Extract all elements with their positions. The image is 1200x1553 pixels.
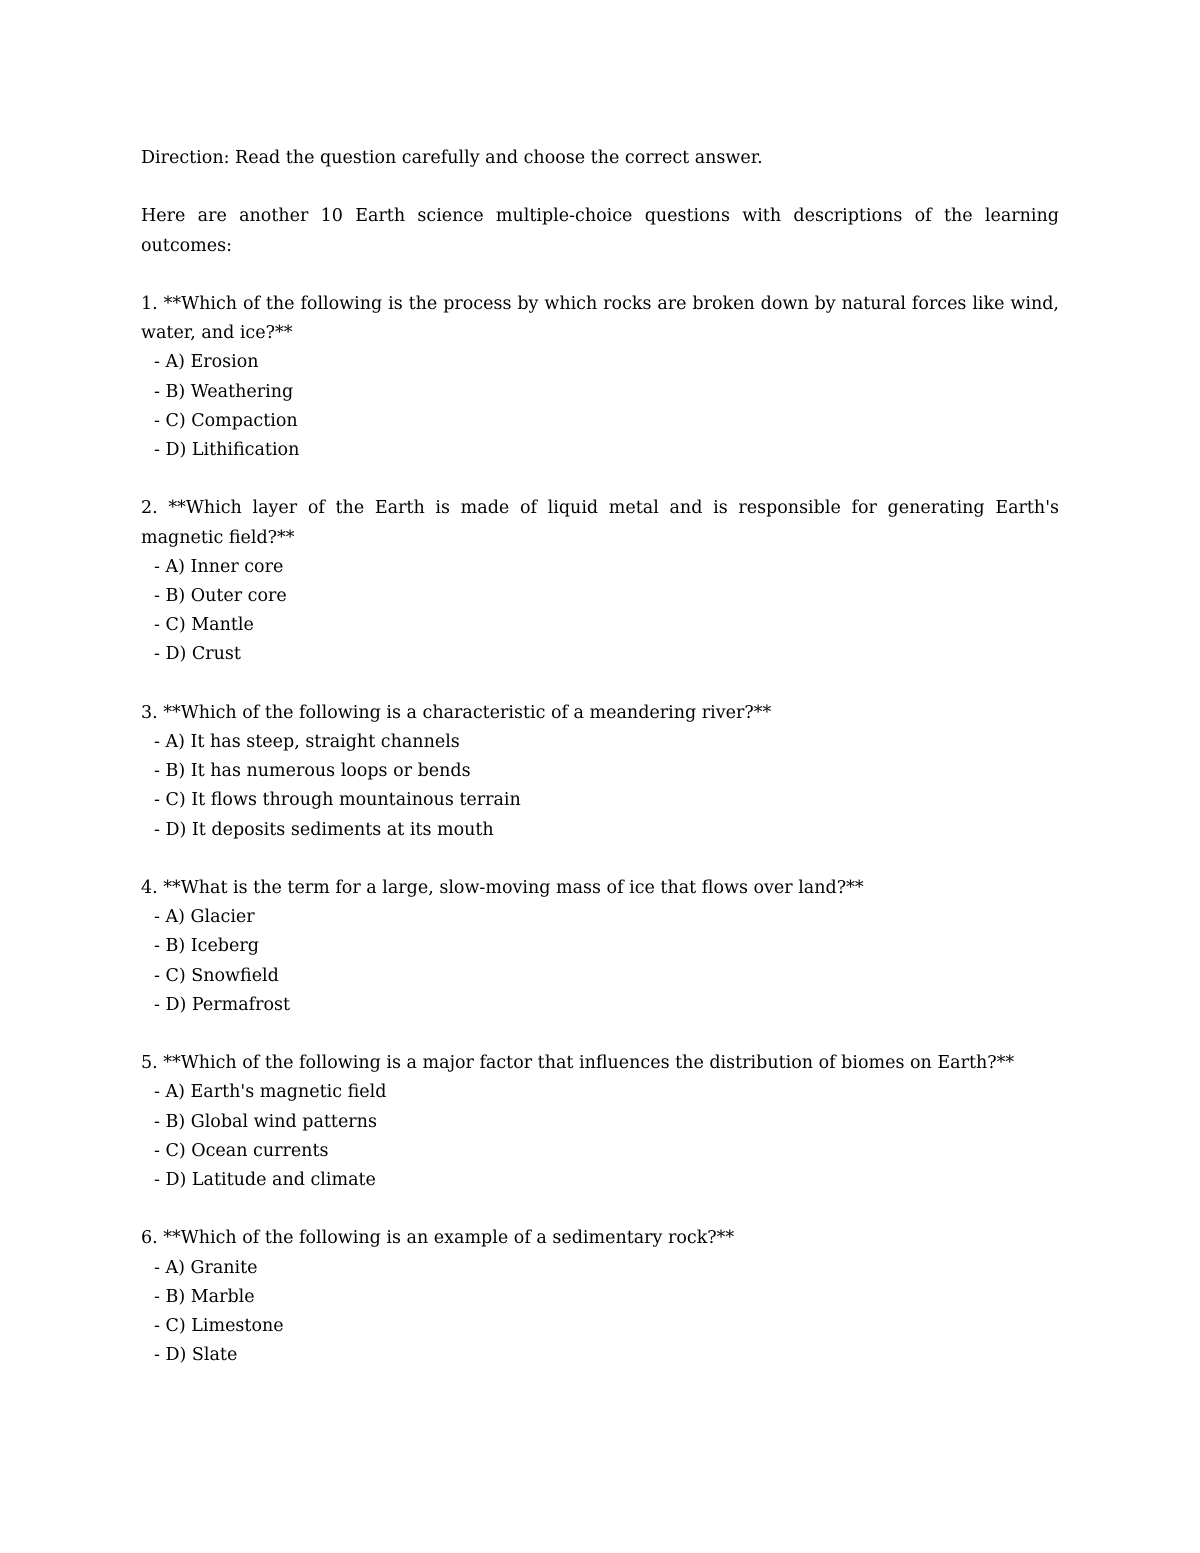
question-4 (141, 874, 1059, 1020)
option-c: - C) Mantle (154, 615, 254, 636)
option-a: - A) Granite (154, 1257, 258, 1278)
option-a: - A) Erosion (154, 352, 259, 373)
spacer (141, 173, 1059, 202)
option-a: - A) Glacier (154, 907, 255, 928)
option-c: - C) Compaction (154, 410, 298, 431)
option-d: - D) Latitude and climate (154, 1170, 376, 1191)
spacer (141, 261, 1059, 290)
question-text: 1. **Which of the following is the process by which rocks are broken down by natural forces like wind, water, and ice?** (141, 293, 1059, 344)
intro-text: Here are another 10 Earth science multiple-choice questions with descriptions of the learning outcomes: (141, 206, 1059, 256)
question-text: 4. **What is the term for a large, slow-moving mass of ice that flows over land?** (141, 878, 864, 898)
option-list (141, 348, 1059, 465)
option-list (141, 728, 1059, 845)
option-d: - D) Slate (154, 1345, 238, 1366)
option-a: - A) Inner core (154, 556, 284, 577)
question-text: 2. **Which layer of the Earth is made of liquid metal and is responsible for generating Earth's magnetic field?** (141, 498, 1059, 548)
question-1 (141, 290, 1059, 465)
question-text: 3. **Which of the following is a characteristic of a meandering river?** (141, 702, 772, 723)
option-d: - D) Lithification (154, 440, 300, 460)
option-list (141, 553, 1059, 670)
option-list (141, 903, 1059, 1020)
option-a: - A) It has steep, straight channels (154, 732, 460, 752)
option-c: - C) It flows through mountainous terrain (154, 790, 521, 811)
option-b: - B) Global wind patterns (154, 1111, 377, 1132)
option-c: - C) Limestone (154, 1316, 284, 1337)
option-b: - B) Iceberg (154, 936, 259, 957)
option-d: - D) It deposits sediments at its mouth (154, 819, 494, 840)
option-b: - B) It has numerous loops or bends (154, 761, 471, 782)
option-list (141, 1078, 1059, 1195)
option-b: - B) Weathering (154, 381, 294, 402)
option-b: - B) Outer core (154, 586, 287, 606)
option-c: - C) Snowfield (154, 965, 279, 986)
document-body (141, 144, 1059, 1400)
option-a: - A) Earth's magnetic field (154, 1082, 387, 1103)
question-3 (141, 699, 1059, 845)
direction-text: Direction: Read the question carefully and choose the correct answer. (141, 148, 763, 168)
option-d: - D) Crust (154, 644, 241, 665)
question-2 (141, 494, 1059, 669)
question-5 (141, 1049, 1059, 1195)
option-d: - D) Permafrost (154, 994, 291, 1015)
option-b: - B) Marble (154, 1286, 255, 1307)
question-text: 5. **Which of the following is a major factor that influences the distribution of biomes on Earth?** (141, 1053, 1015, 1074)
option-c: - C) Ocean currents (154, 1140, 329, 1161)
option-list (141, 1254, 1059, 1371)
question-text: 6. **Which of the following is an example of a sedimentary rock?** (141, 1228, 735, 1249)
question-6 (141, 1224, 1059, 1370)
